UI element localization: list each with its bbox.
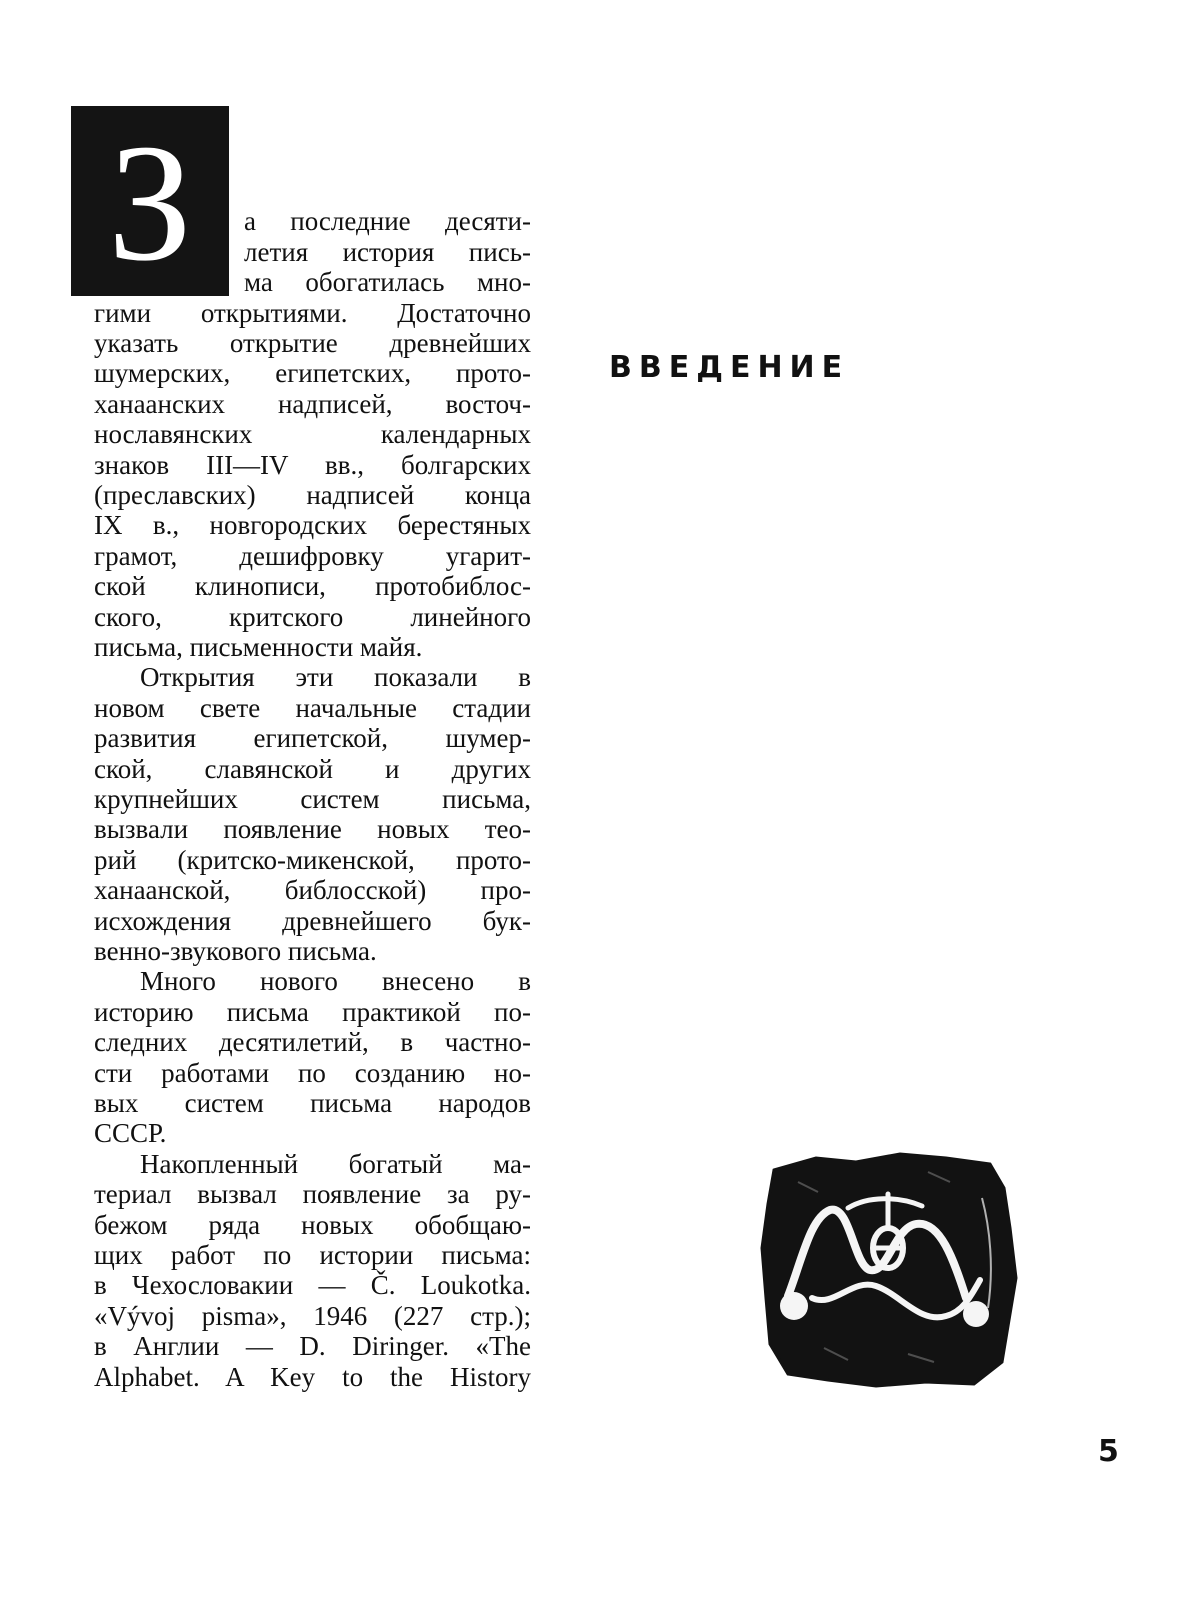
text-line: новом свете начальные стадии bbox=[94, 693, 531, 723]
text-line: рий (критско-микенской, прото- bbox=[94, 845, 531, 875]
text-line: крупнейших систем письма, bbox=[94, 784, 531, 814]
text-line: Много нового внесено в bbox=[140, 966, 531, 996]
text-line: IX в., новгородских берестяных bbox=[94, 510, 531, 540]
text-line: историю письма практикой по- bbox=[94, 997, 531, 1027]
chapter-heading: ВВЕДЕНИЕ bbox=[609, 350, 850, 385]
text-line: Накопленный богатый ма- bbox=[140, 1149, 531, 1179]
text-line: Alphabet. A Key to the History bbox=[94, 1362, 531, 1392]
text-line: а последние десяти- bbox=[244, 206, 531, 236]
text-line: нославянских календарных bbox=[94, 419, 531, 449]
text-line: венно-звукового письма. bbox=[94, 936, 377, 966]
text-line: ской, славянской и других bbox=[94, 754, 531, 784]
text-line: следних десятилетий, в частно- bbox=[94, 1027, 531, 1057]
drop-cap-block bbox=[71, 106, 229, 296]
text-line: ской клинописи, протобиблос- bbox=[94, 571, 531, 601]
text-line: ского, критского линейного bbox=[94, 602, 531, 632]
text-line: указать открытие древнейших bbox=[94, 328, 531, 358]
text-line: бежом ряда новых обобщаю- bbox=[94, 1210, 531, 1240]
text-line: в Чехословакии — Č. Loukotka. bbox=[94, 1270, 531, 1300]
text-line: исхождения древнейшего бук- bbox=[94, 906, 531, 936]
text-line: сти работами по созданию но- bbox=[94, 1058, 531, 1088]
text-line: вых систем письма народов bbox=[94, 1088, 531, 1118]
emblem-stone-icon bbox=[758, 1148, 1020, 1388]
text-line: ханаанских надписей, восточ- bbox=[94, 389, 531, 419]
text-line: грамот, дешифровку угарит- bbox=[94, 541, 531, 571]
text-line: териал вызвал появление за ру- bbox=[94, 1179, 531, 1209]
drop-cap-letter: З bbox=[107, 110, 193, 296]
text-line: летия история пись- bbox=[244, 237, 531, 267]
text-line: развития египетской, шумер- bbox=[94, 723, 531, 753]
text-line: шумерских, египетских, прото- bbox=[94, 358, 531, 388]
text-line: ханаанской, библосской) про- bbox=[94, 875, 531, 905]
page-number: 5 bbox=[1098, 1434, 1119, 1469]
text-line: «Vývoj pisma», 1946 (227 стр.); bbox=[94, 1301, 531, 1331]
text-line: Открытия эти показали в bbox=[140, 662, 531, 692]
text-line: (преславских) надписей конца bbox=[94, 480, 531, 510]
text-line: вызвали появление новых тео- bbox=[94, 814, 531, 844]
text-line: ма обогатилась мно- bbox=[244, 267, 531, 297]
text-line: в Англии — D. Diringer. «The bbox=[94, 1331, 531, 1361]
text-line: СССР. bbox=[94, 1118, 167, 1148]
text-line: щих работ по истории письма: bbox=[94, 1240, 531, 1270]
text-line: гими открытиями. Достаточно bbox=[94, 298, 531, 328]
text-line: письма, письменности майя. bbox=[94, 632, 423, 662]
text-line: знаков III—IV вв., болгарских bbox=[94, 450, 531, 480]
